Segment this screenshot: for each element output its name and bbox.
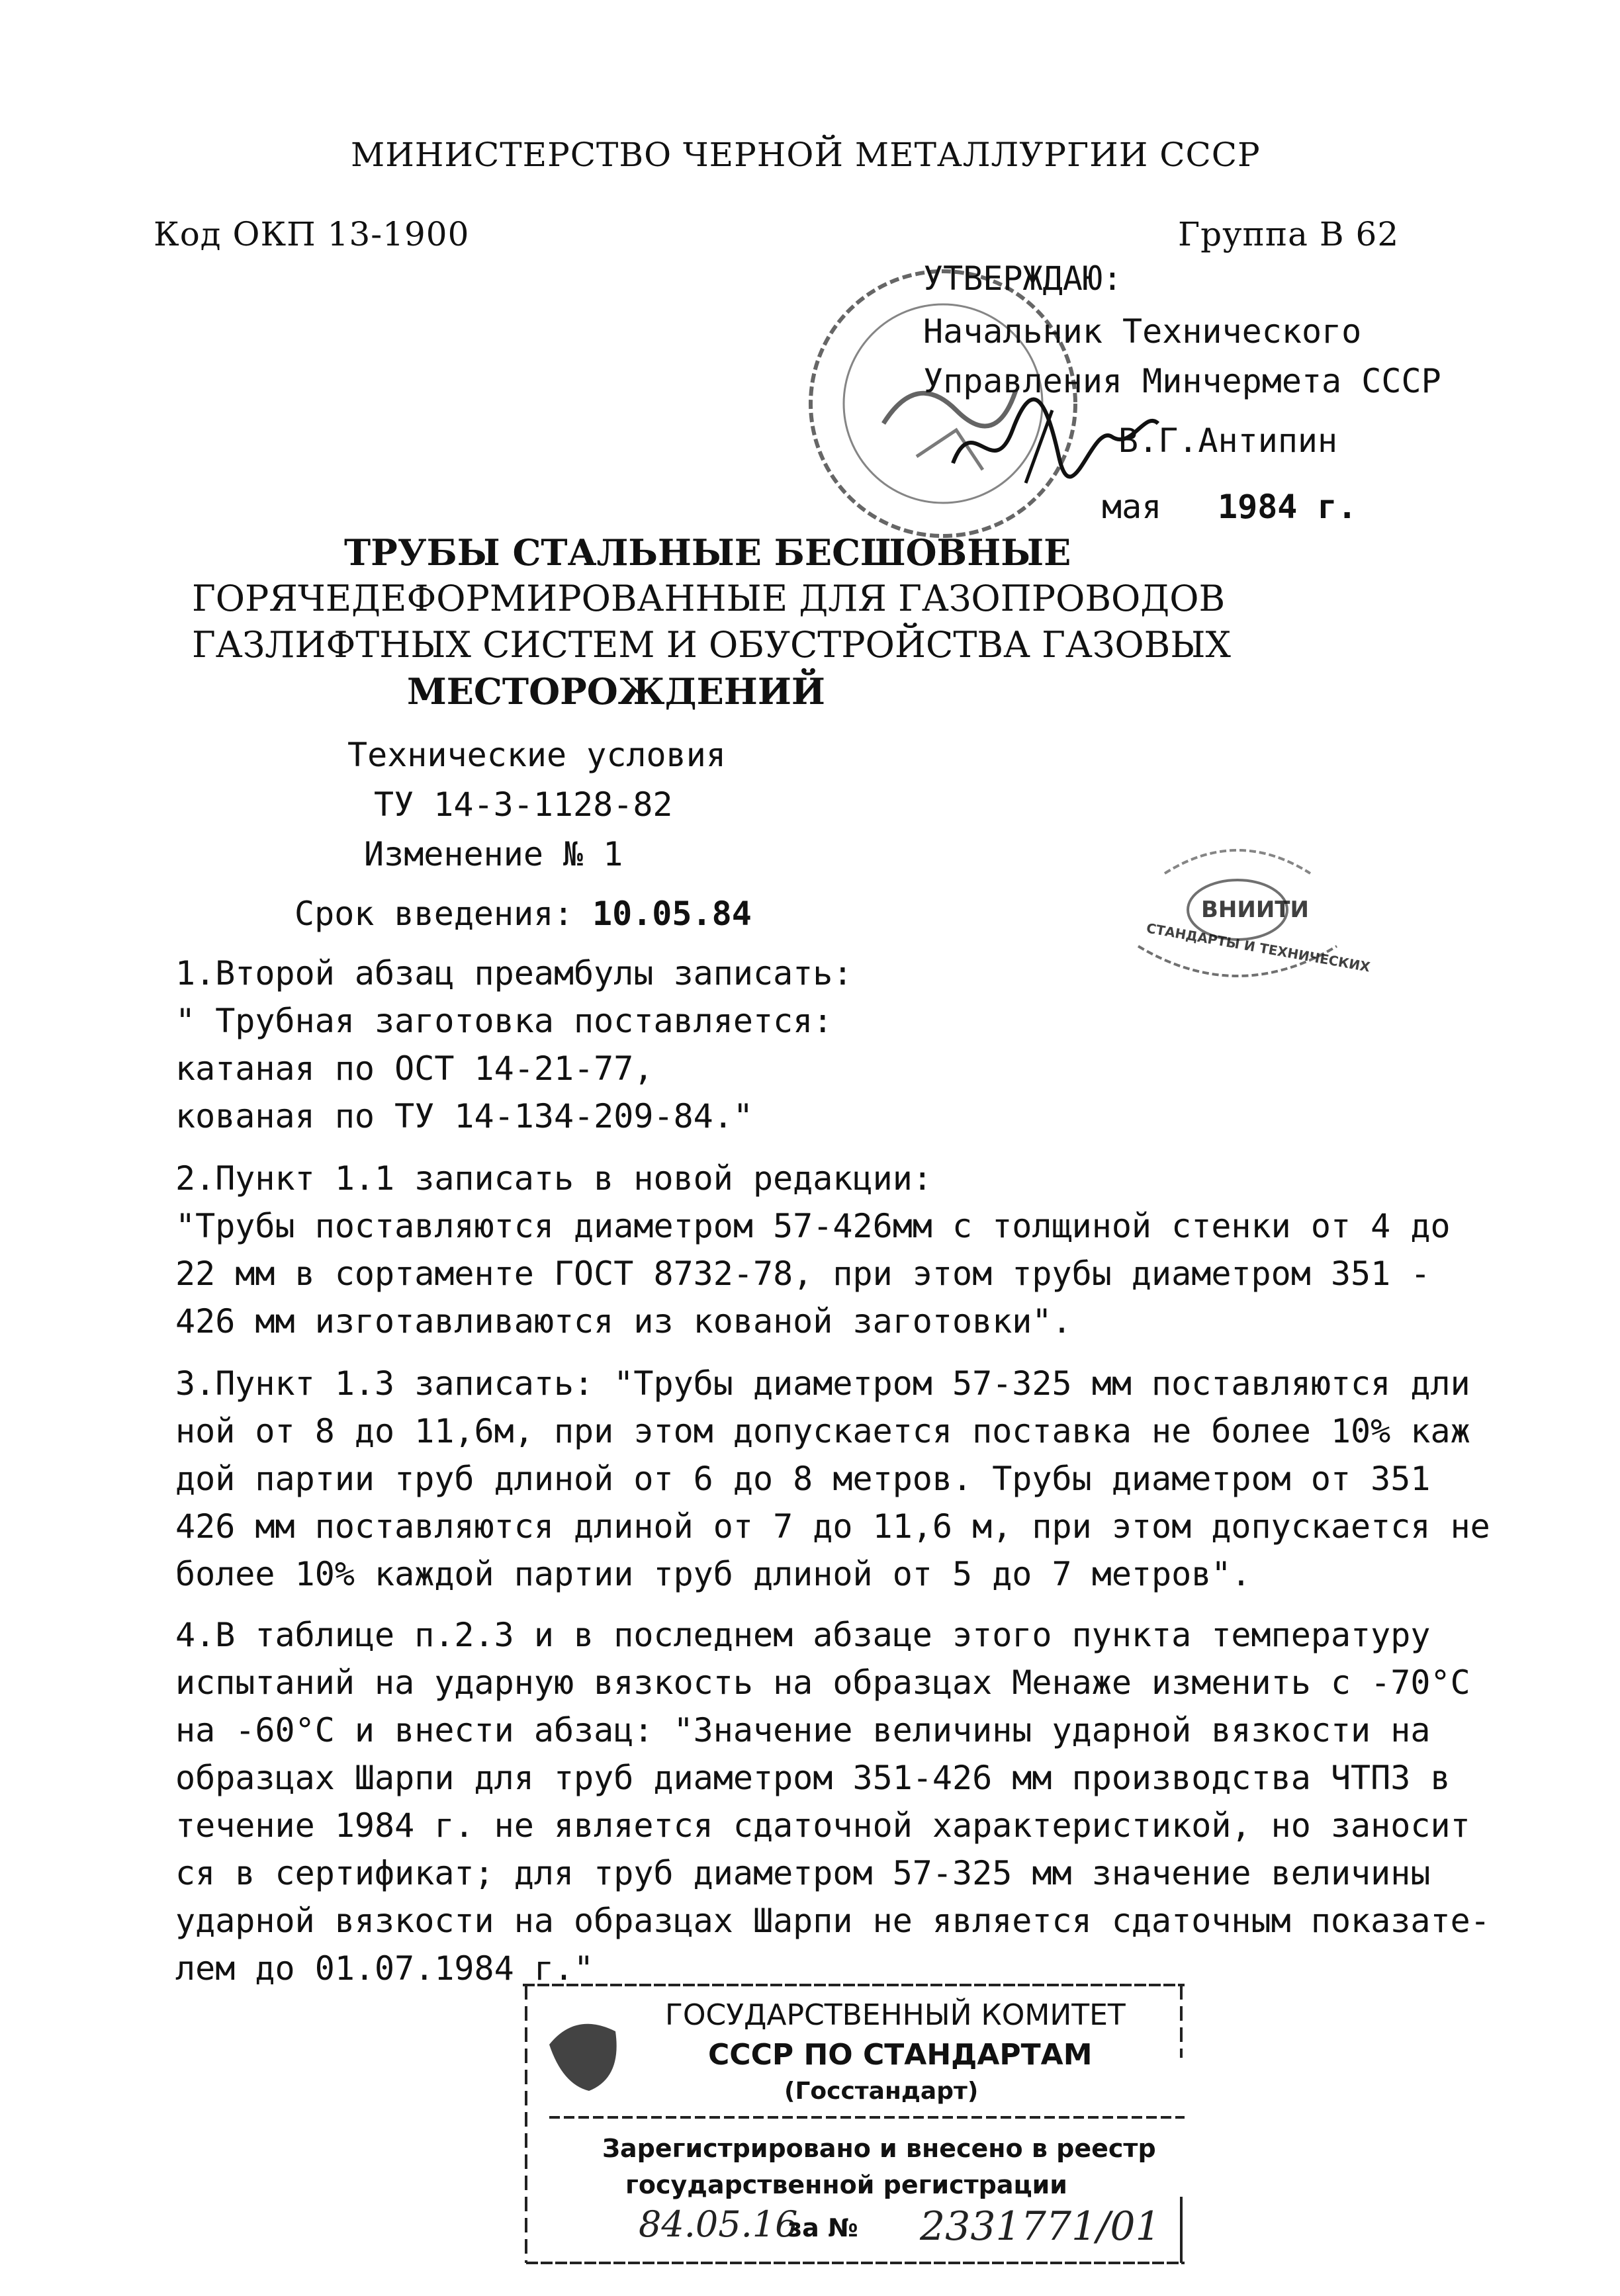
- item-3-line: более 10% каждой партии труб длиной от 5 до 7 метров".: [175, 1555, 1251, 1593]
- approval-signature: [946, 384, 1165, 496]
- stamp-line-1: ГОСУДАРСТВЕННЫЙ КОМИТЕТ: [665, 1998, 1126, 2032]
- item-2-line: "Трубы поставляются диаметром 57-426мм с толщиной стенки от 4 до: [175, 1207, 1451, 1245]
- approval-month: мая: [1102, 488, 1162, 526]
- stamp-registration-number: 2331771/01: [920, 2203, 1161, 2250]
- item-3: [175, 1360, 1490, 1598]
- item-3-line: 3.Пункт 1.3 записать: "Трубы диаметром 57-325 мм поставляются дли: [175, 1364, 1470, 1403]
- title-line-3: ГАЗЛИФТНЫХ СИСТЕМ И ОБУСТРОЙСТВА ГАЗОВЫХ: [192, 624, 1231, 666]
- vniti-stamp-center: ВНИИТИ: [1201, 897, 1309, 923]
- stamp-line-2: СССР ПО СТАНДАРТАМ: [708, 2038, 1093, 2072]
- item-1-line: " Трубная заготовка поставляется:: [175, 1002, 833, 1040]
- item-1-line: кованая по ТУ 14-134-209-84.": [175, 1097, 753, 1135]
- approval-department: Управления Минчермета СССР: [923, 362, 1441, 400]
- item-2: [175, 1155, 1451, 1345]
- item-4-line: ся в сертификат; для труб диаметром 57-325 мм значение величины: [175, 1854, 1431, 1892]
- approval-heading: УТВЕРЖДАЮ:: [923, 259, 1123, 298]
- approval-signatory: В.Г.Антипин: [1118, 421, 1338, 460]
- item-2-line: 2.Пункт 1.1 записать в новой редакции:: [175, 1159, 932, 1198]
- effective-label: Срок введения:: [294, 895, 574, 933]
- group-code: Группа В 62: [1178, 215, 1400, 253]
- item-1-line: катаная по ОСТ 14-21-77,: [175, 1049, 654, 1088]
- spec-change: Изменение № 1: [364, 835, 623, 873]
- title-line-4: МЕСТОРОЖДЕНИЙ: [407, 670, 825, 713]
- item-3-line: дой партии труб длиной от 6 до 8 метров. Трубы диаметром от 351: [175, 1460, 1431, 1498]
- stamp-line-5: государственной регистрации: [625, 2170, 1067, 2199]
- item-4-line: образцах Шарпи для труб диаметром 351-426 мм производства ЧТПЗ в: [175, 1759, 1451, 1797]
- title-line-2: ГОРЯЧЕДЕФОРМИРОВАННЫЕ ДЛЯ ГАЗОПРОВОДОВ: [192, 578, 1226, 619]
- registration-stamp: [523, 1978, 1204, 2270]
- item-3-line: 426 мм поставляются длиной от 7 до 11,6 м, при этом допускается не: [175, 1507, 1490, 1546]
- stamp-za-label: за №: [788, 2213, 858, 2242]
- item-1-line: 1.Второй абзац преамбулы записать:: [175, 954, 853, 993]
- approval-position: Начальник Технического: [923, 312, 1362, 351]
- stamp-line-3: (Госстандарт): [784, 2078, 979, 2105]
- vniti-stamp-ring: СТАНДАРТЫ И ТЕХНИЧЕСКИХ: [1145, 920, 1372, 975]
- stamp-line-4: Зарегистрировано и внесено в реестр: [602, 2134, 1156, 2163]
- approval-year: 1984 г.: [1218, 488, 1357, 526]
- item-3-line: ной от 8 до 11,6м, при этом допускается поставка не более 10% каж: [175, 1412, 1470, 1450]
- effective-date: 10.05.84: [592, 895, 752, 933]
- okp-code: Код ОКП 13-1900: [154, 215, 470, 253]
- stamp-registration-date: 84.05.16: [639, 2203, 798, 2245]
- item-2-line: 426 мм изготавливаются из кованой заготовки".: [175, 1302, 1072, 1341]
- item-1: [175, 949, 1446, 1140]
- item-4-line: лем до 01.07.1984 г.": [175, 1949, 594, 1988]
- spec-type: Технические условия: [347, 736, 726, 774]
- title-line-1: ТРУБЫ СТАЛЬНЫЕ БЕСШОВНЫЕ: [344, 531, 1071, 574]
- ministry-heading: МИНИСТЕРСТВО ЧЕРНОЙ МЕТАЛЛУРГИИ СССР: [351, 136, 1261, 174]
- item-4-line: 4.В таблице п.2.3 и в последнем абзаце этого пункта температуру: [175, 1616, 1431, 1654]
- item-2-line: 22 мм в сортаменте ГОСТ 8732-78, при этом трубы диаметром 351 -: [175, 1255, 1431, 1293]
- item-4-line: на -60°С и внести абзац: "Значение величины ударной вязкости на: [175, 1711, 1431, 1749]
- item-4-line: ударной вязкости на образцах Шарпи не является сдаточным показате-: [175, 1902, 1490, 1940]
- item-4: [175, 1611, 1490, 1992]
- item-4-line: течение 1984 г. не является сдаточной характеристикой, но заносит: [175, 1806, 1470, 1845]
- item-4-line: испытаний на ударную вязкость на образцах Менаже изменить с -70°С: [175, 1663, 1470, 1702]
- spec-number: ТУ 14-3-1128-82: [374, 785, 673, 824]
